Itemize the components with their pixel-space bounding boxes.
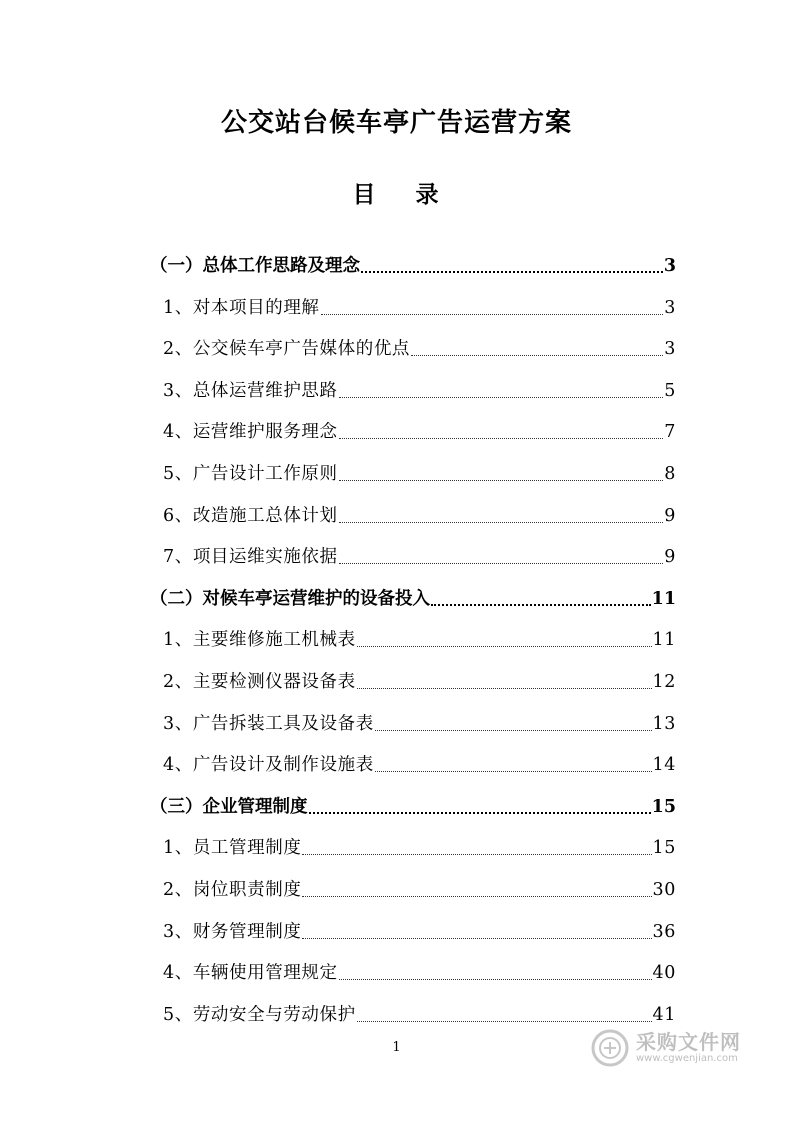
page-number: 1 bbox=[392, 1040, 401, 1055]
toc-entry-label: 2、主要检测仪器设备表 bbox=[163, 672, 356, 692]
toc-leader-dots bbox=[339, 438, 664, 439]
toc-entry-label: 1、员工管理制度 bbox=[163, 838, 302, 859]
toc-entry-page: 14 bbox=[652, 755, 676, 776]
watermark-name: 采购文件网 bbox=[636, 1030, 741, 1054]
toc-entry[interactable] bbox=[150, 489, 676, 529]
toc-entry-label: 3、广告拆装工具及设备表 bbox=[163, 713, 374, 734]
toc-entry[interactable] bbox=[150, 655, 676, 695]
toc-entry-label: 7、项目运维实施依据 bbox=[163, 547, 338, 568]
toc-leader-dots bbox=[357, 688, 652, 689]
toc-leader-dots bbox=[375, 730, 652, 731]
toc-leader-dots bbox=[339, 563, 664, 564]
toc-entry-label: （三）企业管理制度 bbox=[150, 796, 308, 817]
toc-entry-label: 3、财务管理制度 bbox=[163, 921, 302, 942]
toc-entry[interactable] bbox=[150, 239, 676, 279]
toc-entry-label: 1、主要维修施工机械表 bbox=[163, 630, 356, 651]
toc-entry-label: 3、总体运营维护思路 bbox=[163, 380, 338, 401]
toc-entry[interactable] bbox=[150, 821, 676, 861]
toc-entry-page: 3 bbox=[664, 339, 676, 360]
toc-entry-page: 11 bbox=[652, 630, 676, 651]
toc-entry-page: 11 bbox=[651, 588, 676, 609]
toc-leader-dots bbox=[431, 604, 651, 606]
toc-entry[interactable] bbox=[150, 405, 676, 445]
toc-entry-page: 7 bbox=[664, 422, 676, 443]
toc-entry-label: （一）总体工作思路及理念 bbox=[150, 256, 360, 276]
toc-entry-page: 13 bbox=[652, 713, 676, 734]
watermark bbox=[590, 1023, 790, 1073]
toc-entry[interactable] bbox=[150, 447, 676, 487]
toc-entry-label: 4、广告设计及制作设施表 bbox=[163, 755, 374, 776]
toc-entry-page: 8 bbox=[664, 464, 676, 484]
toc-entry[interactable] bbox=[150, 613, 676, 653]
toc-leader-dots bbox=[357, 1021, 652, 1022]
toc-entry[interactable] bbox=[150, 988, 676, 1028]
toc-entry-page: 40 bbox=[652, 963, 676, 984]
toc-entry-label: 2、公交候车亭广告媒体的优点 bbox=[163, 339, 411, 360]
toc-leader-dots bbox=[357, 646, 652, 647]
toc-leader-dots bbox=[361, 271, 663, 273]
toc-entry-label: 5、广告设计工作原则 bbox=[163, 464, 338, 484]
toc-entry-label: 4、运营维护服务理念 bbox=[163, 422, 338, 443]
toc-entry[interactable] bbox=[150, 863, 676, 903]
toc-entry-page: 36 bbox=[652, 921, 676, 942]
toc-leader-dots bbox=[302, 896, 651, 897]
toc-leader-dots bbox=[339, 397, 664, 398]
toc-entry-page: 30 bbox=[652, 880, 676, 900]
toc-heading: 目 录 bbox=[352, 181, 455, 208]
toc-entry[interactable] bbox=[150, 364, 676, 404]
toc-entry-label: 2、岗位职责制度 bbox=[163, 880, 302, 900]
toc-entry[interactable] bbox=[150, 697, 676, 737]
toc-entry-label: 4、车辆使用管理规定 bbox=[163, 963, 338, 984]
toc-entry[interactable] bbox=[150, 322, 676, 362]
toc-entry-page: 9 bbox=[664, 505, 676, 526]
toc-leader-dots bbox=[339, 480, 664, 481]
toc-entry-label: 1、对本项目的理解 bbox=[163, 297, 320, 318]
toc-entry[interactable] bbox=[150, 572, 676, 612]
toc-leader-dots bbox=[302, 938, 651, 939]
toc-entry-page: 15 bbox=[651, 796, 676, 817]
toc-entry-page: 9 bbox=[664, 547, 676, 568]
toc-entry-label: 6、改造施工总体计划 bbox=[163, 505, 338, 526]
toc-entry[interactable] bbox=[150, 946, 676, 986]
toc-leader-dots bbox=[321, 314, 664, 315]
toc-entry[interactable] bbox=[150, 281, 676, 321]
toc-entry[interactable] bbox=[150, 905, 676, 945]
toc-entry[interactable] bbox=[150, 530, 676, 570]
toc-entry[interactable] bbox=[150, 780, 676, 820]
toc-entry-page: 5 bbox=[664, 380, 676, 401]
toc-leader-dots bbox=[302, 854, 651, 855]
toc-entry-label: 5、劳动安全与劳动保护 bbox=[163, 1004, 356, 1025]
toc-leader-dots bbox=[339, 979, 652, 980]
toc-leader-dots bbox=[375, 771, 652, 772]
watermark-url: www.cgwenjian.com bbox=[636, 1053, 738, 1064]
toc-entry-page: 41 bbox=[652, 1004, 676, 1025]
toc-entry-label: （二）对候车亭运营维护的设备投入 bbox=[150, 588, 430, 609]
toc-leader-dots bbox=[339, 522, 664, 523]
toc-entry-page: 12 bbox=[652, 672, 676, 692]
toc-entry-page: 3 bbox=[664, 297, 676, 318]
toc-entry-page: 15 bbox=[652, 838, 676, 859]
toc-leader-dots bbox=[411, 355, 663, 356]
toc-leader-dots bbox=[309, 812, 651, 814]
document-title: 公交站台候车亭广告运营方案 bbox=[220, 108, 572, 138]
toc-entry-page: 3 bbox=[663, 256, 676, 276]
watermark-logo-icon bbox=[590, 1028, 630, 1068]
toc-entry[interactable] bbox=[150, 738, 676, 778]
